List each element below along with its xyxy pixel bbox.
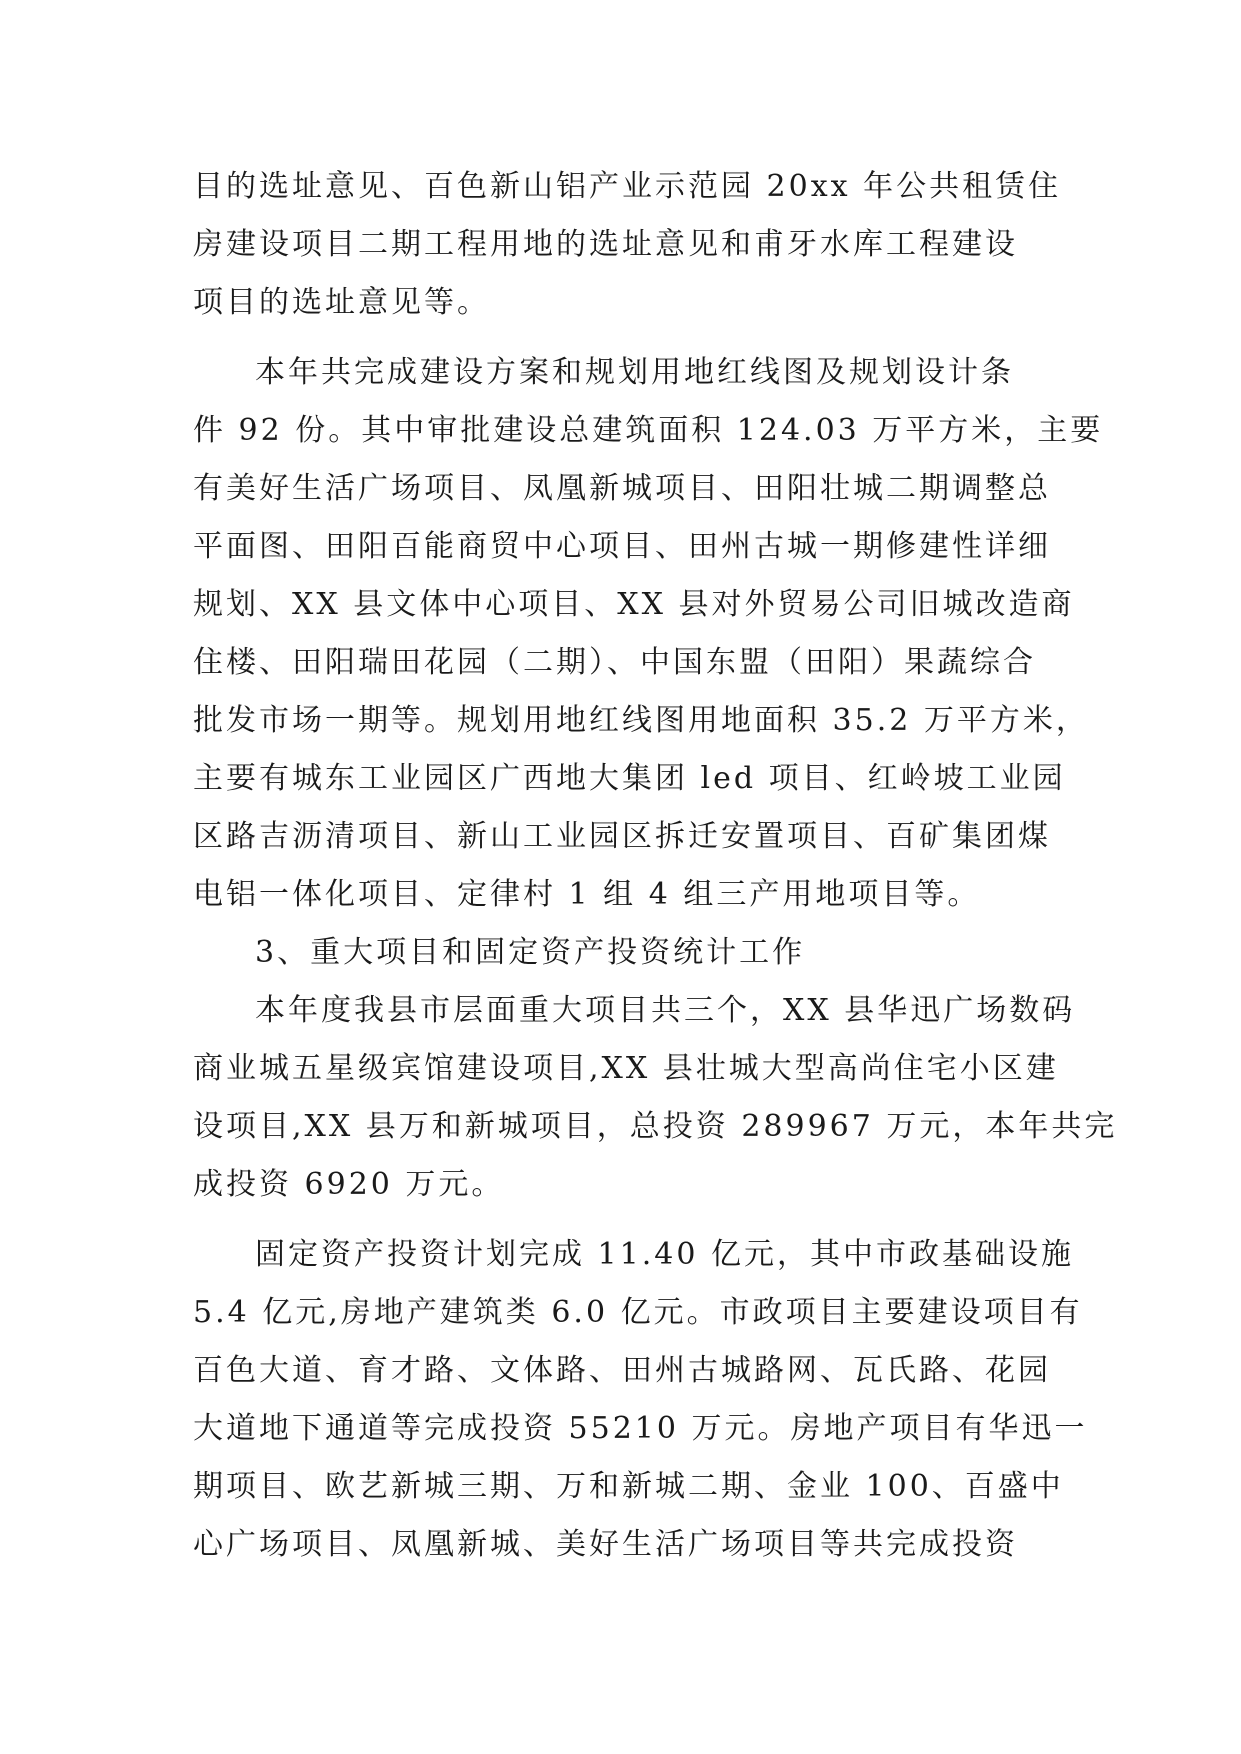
text-line: 房建设项目二期工程用地的选址意见和甫牙水库工程建设 xyxy=(193,227,1018,262)
text-line: 批发市场一期等。规划用地红线图用地面积 35.2 万平方米， xyxy=(193,703,1089,738)
text-line: 设项目,XX 县万和新城项目，总投资 289967 万元，本年共完 xyxy=(193,1109,1118,1144)
text-line: 平面图、田阳百能商贸中心项目、田州古城一期修建性详细 xyxy=(193,529,1051,564)
text-line: 项目的选址意见等。 xyxy=(193,285,490,320)
text-line: 商业城五星级宾馆建设项目,XX 县壮城大型高尚住宅小区建 xyxy=(193,1051,1059,1086)
text-line: 5.4 亿元,房地产建筑类 6.0 亿元。市政项目主要建设项目有 xyxy=(193,1295,1083,1330)
paragraph-major-projects xyxy=(193,982,1118,1214)
text-line: 心广场项目、凤凰新城、美好生活广场项目等共完成投资 xyxy=(193,1527,1018,1562)
text-line: 期项目、欧艺新城三期、万和新城二期、金业 100、百盛中 xyxy=(193,1469,1064,1504)
paragraph-spacer xyxy=(193,332,1053,344)
text-line: 主要有城东工业园区广西地大集团 led 项目、红岭坡工业园 xyxy=(193,761,1066,796)
text-line: 规划、XX 县文体中心项目、XX 县对外贸易公司旧城改造商 xyxy=(193,587,1075,622)
text-line: 区路吉沥清项目、新山工业园区拆迁安置项目、百矿集团煤 xyxy=(193,819,1051,854)
section-heading xyxy=(193,924,1053,982)
text-line: 大道地下通道等完成投资 55210 万元。房地产项目有华迅一 xyxy=(193,1411,1088,1446)
text-line: 电铝一体化项目、定律村 1 组 4 组三产用地项目等。 xyxy=(193,877,981,912)
paragraph-fixed-asset-investment xyxy=(193,1226,1088,1574)
text-line: 住楼、田阳瑞田花园（二期）、中国东盟（田阳）果蔬综合 xyxy=(193,645,1036,680)
text-line: 件 92 份。其中审批建设总建筑面积 124.03 万平方米，主要 xyxy=(193,413,1104,448)
paragraph-spacer xyxy=(193,1214,1053,1226)
text-line: 本年度我县市层面重大项目共三个，XX 县华迅广场数码 xyxy=(255,993,1076,1028)
document-body xyxy=(193,158,1118,1574)
text-line: 固定资产投资计划完成 11.40 亿元，其中市政基础设施 xyxy=(255,1237,1074,1272)
heading-text: 3、重大项目和固定资产投资统计工作 xyxy=(255,935,806,970)
text-line: 百色大道、育才路、文体路、田州古城路网、瓦氏路、花园 xyxy=(193,1353,1051,1388)
text-line: 有美好生活广场项目、凤凰新城项目、田阳壮城二期调整总 xyxy=(193,471,1051,506)
paragraph-site-opinions xyxy=(193,158,1062,332)
text-line: 本年共完成建设方案和规划用地红线图及规划设计条 xyxy=(255,355,1014,390)
text-line: 成投资 6920 万元。 xyxy=(193,1167,505,1202)
paragraph-construction-plans xyxy=(193,344,1104,924)
text-line: 目的选址意见、百色新山铝产业示范园 20xx 年公共租赁住 xyxy=(193,169,1062,204)
